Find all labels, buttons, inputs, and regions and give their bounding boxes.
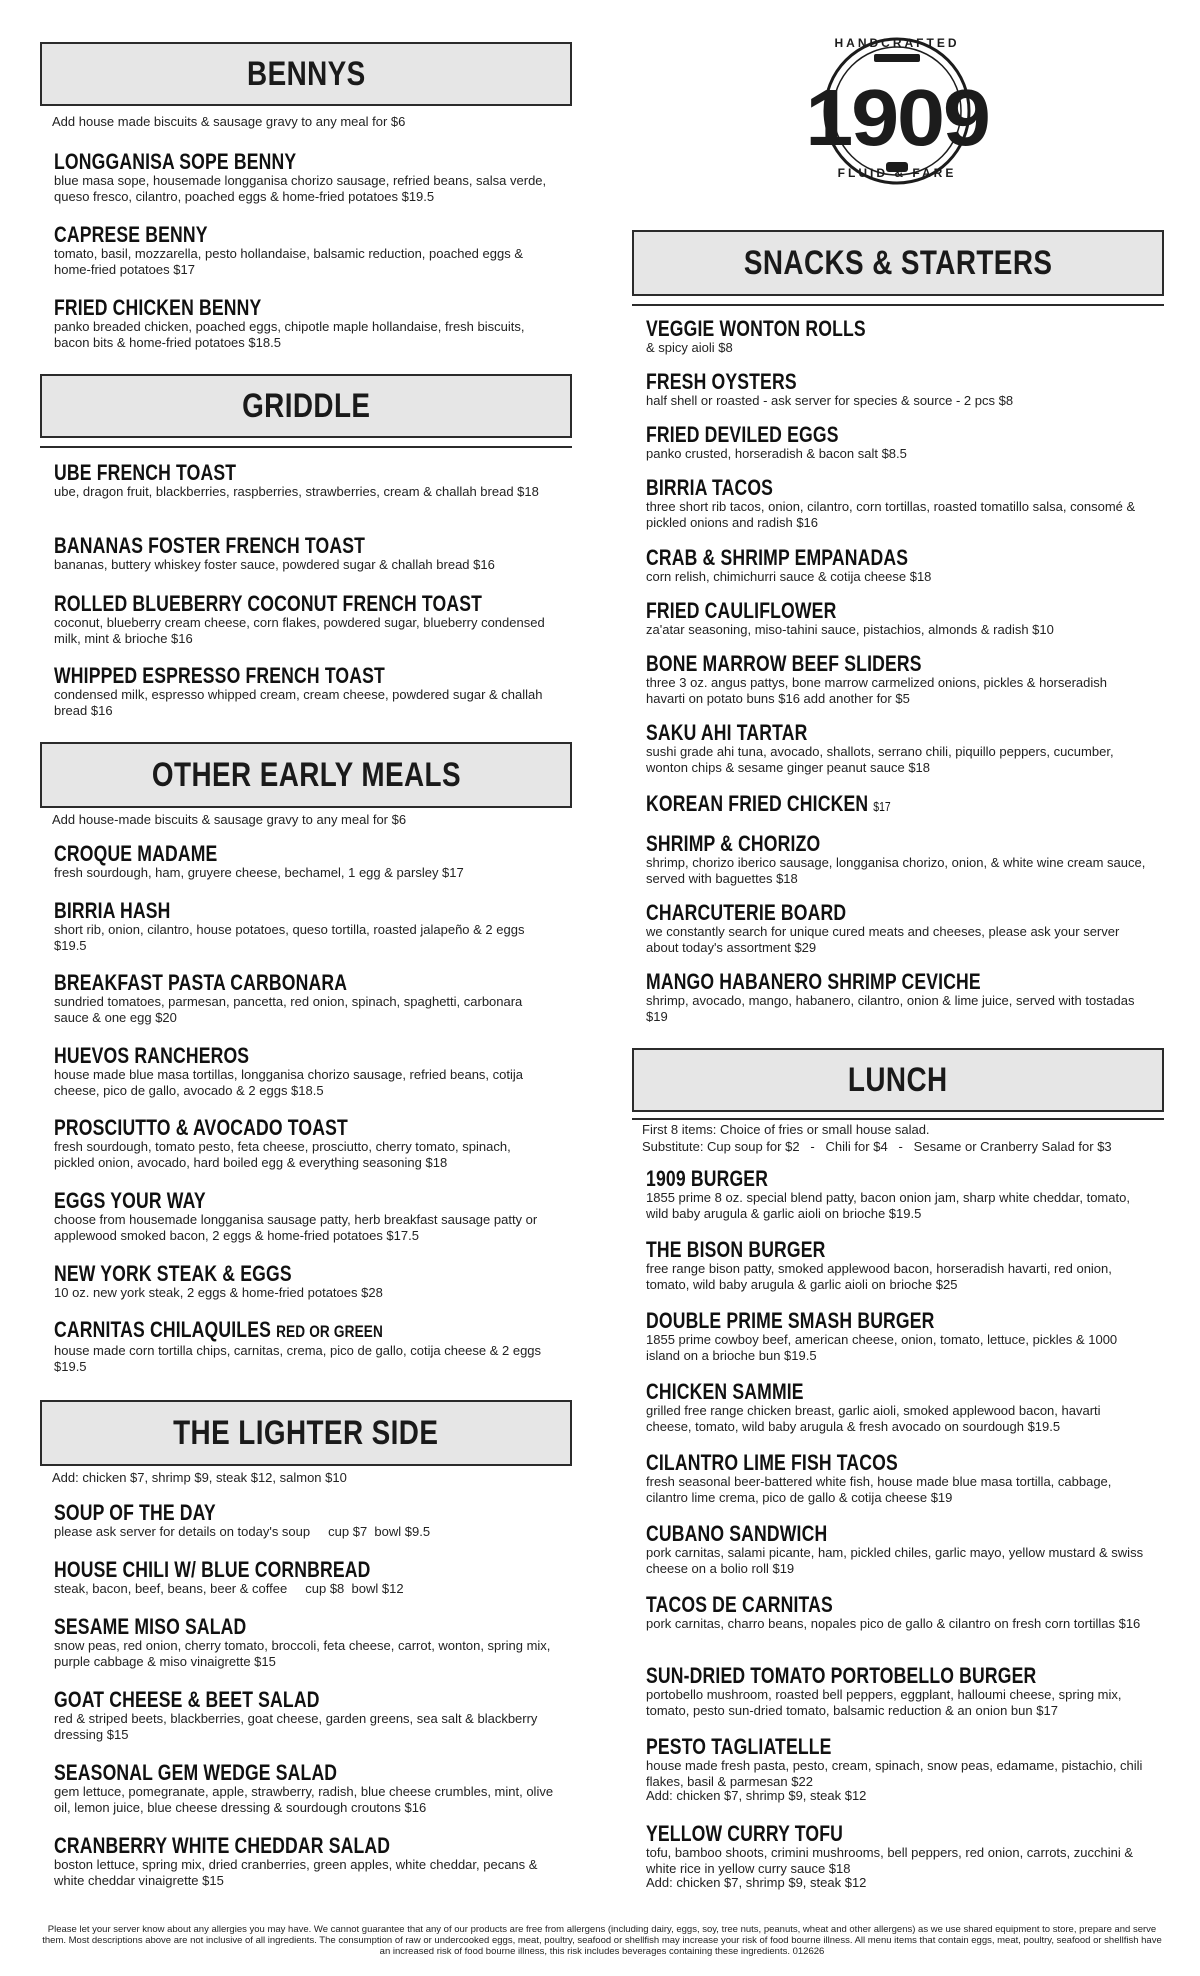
menu-item-desc: 1855 prime 8 oz. special blend patty, bacon onion jam, sharp white cheddar, tomato, wild baby arugula & garlic aioli on brioche $19.5 (646, 1190, 1130, 1221)
lunch-note-sides: First 8 items: Choice of fries or small house salad. (642, 1122, 930, 1137)
menu-item (646, 599, 1166, 638)
menu-item-addons: Add: chicken $7, shrimp $9, steak $12 (646, 1875, 867, 1890)
menu-item (54, 461, 574, 500)
menu-item-desc: red & striped beets, blackberries, goat cheese, garden greens, sea salt & blackberry dressing $15 (54, 1711, 538, 1742)
menu-item-desc: tofu, bamboo shoots, crimini mushrooms, bell peppers, red onion, carrots, zucchini & white rice in yellow curry sauce $18 (646, 1845, 1134, 1876)
menu-item (646, 1167, 1166, 1221)
menu-item (54, 1761, 574, 1815)
menu-item-name: CHARCUTERIE BOARD (646, 900, 847, 925)
menu-item (646, 901, 1166, 955)
menu-item-desc: sundried tomatoes, parmesan, pancetta, red onion, spinach, spaghetti, carbonara sauce & one egg $20 (54, 994, 523, 1025)
menu-item-desc: we constantly search for unique cured meats and cheeses, please ask your server about today's assortment $29 (646, 924, 1120, 955)
menu-item-desc: shrimp, avocado, mango, habanero, cilantro, onion & lime juice, served with tostadas $19 (646, 993, 1135, 1024)
menu-item-name-text: CARNITAS CHILAQUILES (54, 1317, 272, 1342)
menu-item-name: CROQUE MADAME (54, 841, 218, 866)
menu-item-name: SUN-DRIED TOMATO PORTOBELLO BURGER (646, 1663, 1037, 1688)
section-header-griddle: GRIDDLE (40, 374, 572, 438)
menu-item-desc: fresh sourdough, ham, gruyere cheese, bechamel, 1 egg & parsley $17 (54, 865, 464, 880)
menu-item-desc: grilled free range chicken breast, garlic aioli, smoked applewood bacon, havarti cheese, tomato, wild baby arugula & fresh avocado on sourdough $19.5 (646, 1403, 1101, 1434)
menu-item-desc: choose from housemade longganisa sausage patty, herb breakfast sausage patty or applewood smoked bacon, 2 eggs & home-fried potatoes $17.5 (54, 1212, 538, 1243)
logo-top-text: HANDCRAFTED (834, 36, 960, 50)
section-header-bennys: BENNYS (40, 42, 572, 106)
menu-item-desc: fresh sourdough, tomato pesto, feta cheese, prosciutto, cherry tomato, spinach, pickled onion, avocado, hard boiled egg & everything seasoning $18 (54, 1139, 511, 1170)
menu-item-desc: ube, dragon fruit, blackberries, raspberries, strawberries, cream & challah bread $18 (54, 484, 539, 499)
menu-item (54, 534, 574, 573)
menu-item (646, 1593, 1166, 1632)
menu-item-name: NEW YORK STEAK & EGGS (54, 1261, 292, 1286)
menu-item (54, 1615, 574, 1669)
menu-item-desc: three 3 oz. angus pattys, bone marrow carmelized onions, pickles & horseradish havarti on potato buns $16 add another for $5 (646, 675, 1108, 706)
menu-item-name: SOUP OF THE DAY (54, 1500, 216, 1525)
menu-item-name: MANGO HABANERO SHRIMP CEVICHE (646, 969, 981, 994)
menu-item (54, 899, 574, 953)
lighter-side-note: Add: chicken $7, shrimp $9, steak $12, salmon $10 (52, 1470, 347, 1485)
menu-item (54, 971, 574, 1025)
section-header-other-early-meals: OTHER EARLY MEALS (40, 742, 572, 808)
section-divider (632, 304, 1164, 306)
menu-item-desc: & spicy aioli $8 (646, 340, 733, 355)
menu-item-name (54, 1318, 383, 1344)
menu-item-name: TACOS DE CARNITAS (646, 1592, 833, 1617)
menu-item-name: FRESH OYSTERS (646, 369, 797, 394)
menu-item-desc: house made corn tortilla chips, carnitas, crema, pico de gallo, cotija cheese & 2 eggs $19.5 (54, 1343, 542, 1374)
menu-item (646, 832, 1166, 886)
menu-item (54, 1116, 574, 1170)
menu-item (646, 1522, 1166, 1576)
menu-item-name: PESTO TAGLIATELLE (646, 1734, 832, 1759)
menu-item-name: CAPRESE BENNY (54, 222, 208, 247)
menu-item (54, 1558, 574, 1597)
menu-item (54, 1688, 574, 1742)
menu-item-desc: condensed milk, espresso whipped cream, cream cheese, powdered sugar & challah bread $16 (54, 687, 543, 718)
section-header-lighter-side: THE LIGHTER SIDE (40, 1400, 572, 1466)
menu-item-name: GOAT CHEESE & BEET SALAD (54, 1687, 320, 1712)
early-meals-note: Add house-made biscuits & sausage gravy to any meal for $6 (52, 812, 407, 827)
menu-item (54, 842, 574, 881)
menu-item-desc: pork carnitas, charro beans, nopales pico de gallo & cilantro on fresh corn tortillas $16 (646, 1616, 1141, 1631)
menu-item-name: BREAKFAST PASTA CARBONARA (54, 970, 348, 995)
menu-item-name: DOUBLE PRIME SMASH BURGER (646, 1308, 935, 1333)
menu-item (646, 476, 1166, 530)
menu-item-desc: sushi grade ahi tuna, avocado, shallots, serrano chili, piquillo peppers, cucumber, wonton chips & sesame ginger peanut sauce $18 (646, 744, 1114, 775)
menu-item-name: SESAME MISO SALAD (54, 1614, 247, 1639)
menu-item-name: HOUSE CHILI W/ BLUE CORNBREAD (54, 1557, 371, 1582)
menu-item-name (646, 792, 891, 819)
lunch-note-substitute: Substitute: Cup soup for $2 - Chili for $4 - Sesame or Cranberry Salad for $3 (642, 1139, 1112, 1154)
menu-item-desc: snow peas, red onion, cherry tomato, broccoli, feta cheese, carrot, wonton, spring mix, purple cabbage & miso vinaigrette $15 (54, 1638, 551, 1669)
menu-item-price: $17 (873, 799, 891, 814)
menu-item-desc: gem lettuce, pomegranate, apple, strawberry, radish, blue cheese crumbles, mint, olive oil, lemon juice, blue cheese dressing & sourdough croutons $16 (54, 1784, 554, 1815)
section-divider (40, 446, 572, 448)
menu-item-name: BANANAS FOSTER FRENCH TOAST (54, 533, 366, 558)
menu-item (54, 1318, 574, 1374)
menu-item-desc: half shell or roasted - ask server for species & source - 2 pcs $8 (646, 393, 1014, 408)
menu-item-desc: bananas, buttery whiskey foster sauce, powdered sugar & challah bread $16 (54, 557, 495, 572)
menu-item-desc: panko breaded chicken, poached eggs, chipotle maple hollandaise, fresh biscuits, bacon bits & home-fried potatoes $18.5 (54, 319, 525, 350)
menu-item-name: FRIED CAULIFLOWER (646, 598, 837, 623)
menu-item-name: BIRRIA HASH (54, 898, 171, 923)
menu-item-name: CRAB & SHRIMP EMPANADAS (646, 545, 909, 570)
menu-item-name: YELLOW CURRY TOFU (646, 1821, 843, 1846)
menu-item-desc: house made fresh pasta, pesto, cream, spinach, snow peas, edamame, pistachio, chili flakes, basil & parmesan $22 (646, 1758, 1143, 1789)
menu-item (646, 423, 1166, 462)
menu-item-name: EGGS YOUR WAY (54, 1188, 206, 1213)
menu-item (54, 664, 574, 718)
menu-item (54, 1262, 574, 1301)
menu-item-suffix: RED OR GREEN (276, 1322, 384, 1341)
menu-item-desc: fresh seasonal beer-battered white fish, house made blue masa tortilla, cabbage, cilantro lime crema, pico de gallo & cotija cheese $19 (646, 1474, 1112, 1505)
menu-item (646, 1664, 1166, 1718)
menu-item-desc: shrimp, chorizo iberico sausage, longganisa chorizo, onion, & white wine cream sauce, served with baguettes $18 (646, 855, 1146, 886)
menu-item (646, 317, 1166, 356)
menu-item-name: CRANBERRY WHITE CHEDDAR SALAD (54, 1833, 391, 1858)
menu-item-name: HUEVOS RANCHEROS (54, 1043, 250, 1068)
menu-item-desc: please ask server for details on today's soup cup $7 bowl $9.5 (54, 1524, 431, 1539)
menu-item (54, 150, 574, 204)
menu-item (54, 296, 574, 350)
menu-item-desc: 10 oz. new york steak, 2 eggs & home-fried potatoes $28 (54, 1285, 383, 1300)
menu-item-name: SAKU AHI TARTAR (646, 720, 808, 745)
menu-item (54, 1044, 574, 1098)
menu-item-desc: tomato, basil, mozzarella, pesto hollandaise, balsamic reduction, poached eggs & home-fried potatoes $17 (54, 246, 523, 277)
menu-item-name: CHICKEN SAMMIE (646, 1379, 804, 1404)
menu-item-desc: three short rib tacos, onion, cilantro, corn tortillas, roasted tomatillo salsa, consomé & pickled onions and radish $16 (646, 499, 1136, 530)
menu-item (54, 1501, 574, 1540)
menu-item-name: FRIED CHICKEN BENNY (54, 295, 262, 320)
menu-item-name-text: KOREAN FRIED CHICKEN (646, 791, 869, 816)
allergen-disclaimer: Please let your server know about any allergies you may have. We cannot guarantee that any of our products are free from allergens (including dairy, eggs, soy, tree nuts, peanuts, wheat and other allergens) as we use shared equipment to store, prepare and serve them. Most descriptions above are not inclusive of all ingredients. The consumption of raw or undercooked eggs, meat, poultry, seafood or shellfish may increase your risk of food bourne illness. All menu items that contain eggs, meat, poultry, seafood or shellfish have an increased risk of food bourne illness, this risk includes beverages containing these ingredients. 012626 (42, 1924, 1162, 1957)
menu-item (646, 546, 1166, 585)
menu-item (54, 1834, 574, 1888)
menu-item (54, 223, 574, 277)
menu-item-name: VEGGIE WONTON ROLLS (646, 316, 866, 341)
menu-item-desc: za'atar seasoning, miso-tahini sauce, pistachios, almonds & radish $10 (646, 622, 1054, 637)
menu-item-desc: corn relish, chimichurri sauce & cotija cheese $18 (646, 569, 932, 584)
menu-item-name: PROSCIUTTO & AVOCADO TOAST (54, 1115, 348, 1140)
menu-item (646, 970, 1166, 1024)
menu-item-name: BONE MARROW BEEF SLIDERS (646, 651, 922, 676)
menu-item (54, 592, 574, 646)
menu-item (646, 1822, 1166, 1891)
menu-item (54, 1189, 574, 1243)
menu-item-name: 1909 BURGER (646, 1166, 769, 1191)
menu-item-addons: Add: chicken $7, shrimp $9, steak $12 (646, 1788, 867, 1803)
menu-item (646, 370, 1166, 409)
menu-item-name: BIRRIA TACOS (646, 475, 774, 500)
menu-item-name: SEASONAL GEM WEDGE SALAD (54, 1760, 338, 1785)
menu-item-desc: panko crusted, horseradish & bacon salt $8.5 (646, 446, 907, 461)
menu-item-desc: pork carnitas, salami picante, ham, pickled chiles, garlic mayo, yellow mustard & swiss cheese on a bolio roll $19 (646, 1545, 1144, 1576)
bennys-note: Add house made biscuits & sausage gravy to any meal for $6 (52, 114, 406, 129)
menu-item-desc: short rib, onion, cilantro, house potatoes, queso tortilla, roasted jalapeño & 2 eggs $19.5 (54, 922, 525, 953)
menu-item-name: CUBANO SANDWICH (646, 1521, 828, 1546)
menu-item-desc: portobello mushroom, roasted bell peppers, eggplant, halloumi cheese, spring mix, tomato, pesto sun-dried tomato, balsamic reduction & an onion bun $17 (646, 1687, 1122, 1718)
menu-item (646, 1238, 1166, 1292)
menu-item (646, 1380, 1166, 1434)
menu-item-name: THE BISON BURGER (646, 1237, 826, 1262)
section-divider (632, 1118, 1164, 1120)
menu-item-name: FRIED DEVILED EGGS (646, 422, 839, 447)
menu-item-name: LONGGANISA SOPE BENNY (54, 149, 297, 174)
menu-item-name: ROLLED BLUEBERRY COCONUT FRENCH TOAST (54, 591, 483, 616)
menu-item-desc: steak, bacon, beef, beans, beer & coffee cup $8 bowl $12 (54, 1581, 404, 1596)
menu-item (646, 1309, 1166, 1363)
menu-item (646, 652, 1166, 706)
menu-item-desc: free range bison patty, smoked applewood bacon, horseradish havarti, red onion, tomato, wild baby arugula & garlic aioli on brioche $25 (646, 1261, 1112, 1292)
menu-item-desc: 1855 prime cowboy beef, american cheese, onion, tomato, lettuce, pickles & 1000 island on a brioche bun $19.5 (646, 1332, 1118, 1363)
menu-item (646, 792, 1166, 819)
menu-item-name: UBE FRENCH TOAST (54, 460, 237, 485)
menu-item (646, 1735, 1166, 1804)
section-header-lunch: LUNCH (632, 1048, 1164, 1112)
menu-item-desc: house made blue masa tortillas, longganisa chorizo sausage, refried beans, cotija cheese, pico de gallo, avocado & 2 eggs $18.5 (54, 1067, 523, 1098)
menu-item-name: CILANTRO LIME FISH TACOS (646, 1450, 898, 1475)
logo-number: 1909 (805, 73, 989, 162)
menu-item-name: SHRIMP & CHORIZO (646, 831, 821, 856)
menu-item (646, 1451, 1166, 1505)
section-header-snacks-starters: SNACKS & STARTERS (632, 230, 1164, 296)
menu-item (646, 721, 1166, 775)
menu-item-desc: blue masa sope, housemade longganisa chorizo sausage, refried beans, salsa verde, queso fresco, cilantro, poached eggs & home-fried potatoes $19.5 (54, 173, 547, 204)
logo-bottom-text: FLUID & FARE (837, 166, 957, 180)
menu-item-desc: boston lettuce, spring mix, dried cranberries, green apples, white cheddar, pecans & white cheddar vinaigrette $15 (54, 1857, 538, 1888)
menu-item-desc: coconut, blueberry cream cheese, corn flakes, powdered sugar, blueberry condensed milk, mint & brioche $16 (54, 615, 545, 646)
restaurant-logo (792, 26, 1002, 196)
menu-item-name: WHIPPED ESPRESSO FRENCH TOAST (54, 663, 385, 688)
